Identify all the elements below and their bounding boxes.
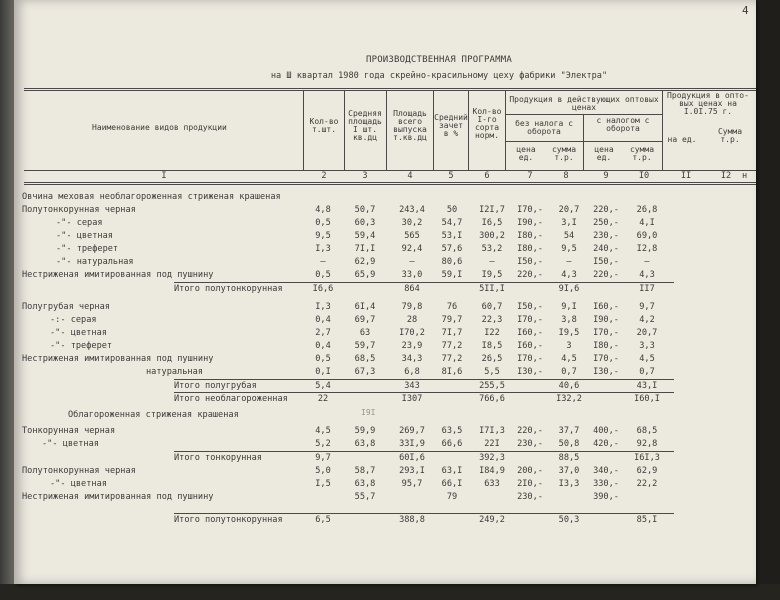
cell-s1: 9,5 [561,244,577,254]
row-name: -"- натуральная [56,257,134,267]
cell-qty: 22 [317,394,329,404]
subgroup-rule [506,141,662,142]
row-name: Полутонкорунная черная [22,205,136,215]
col-sep [303,91,304,171]
subtotal-rule [174,282,674,283]
header-sum-2a: сумма [629,145,655,154]
cell-p1: I70,- [517,205,543,215]
header-grade-3: в % [443,129,459,138]
header-sum-2b: т.р. [632,153,652,162]
cell-total: 269,7 [399,426,425,436]
column-number: 5 [448,171,454,181]
cell-total: 30,2 [401,218,423,228]
header-qty-1: Кол-во [309,117,339,126]
cell-s1: I3,3 [558,479,580,489]
column-number: 2 [321,171,327,181]
cell-area: 58,7 [354,466,376,476]
column-number: 7 [527,171,533,181]
cell-s1: 9,I [561,302,577,312]
cell-area: 6I,4 [354,302,376,312]
header-price-1b: ед. [518,153,534,162]
cell-s1: – [566,257,572,267]
row-name: Нестриженая имитированная под пушнину [22,270,214,280]
row-name: Тонкорунная черная [22,426,116,436]
cell-s1: 37,7 [558,426,580,436]
cell-s2: 4,2 [639,315,655,325]
cell-first: I84,9 [479,466,505,476]
cell-total: I70,2 [399,328,425,338]
cell-area: 59,7 [354,341,376,351]
row-name: натуральная [146,367,203,377]
cell-s1: 50,8 [558,439,580,449]
cell-s2: 62,9 [636,466,658,476]
cell-first: 255,5 [479,381,505,391]
row-name: -"- цветная [42,439,99,449]
header-no-tax-2: оборота [527,127,561,136]
cell-s2: 4,I [639,218,655,228]
header-price-2b: ед. [596,153,612,162]
cell-total: – [409,257,415,267]
cell-qty: 5,4 [315,381,331,391]
cell-p2: I30,- [593,367,619,377]
row-name: Нестриженая имитированная под пушнину [22,492,214,502]
cell-p2: 390,- [593,492,619,502]
cell-first: – [489,257,495,267]
cell-first: 392,3 [479,453,505,463]
cell-first: 22,3 [481,315,503,325]
cell-grade: 77,2 [441,354,463,364]
cell-p2: I60,- [593,302,619,312]
cell-p2: 220,- [593,205,619,215]
header-1975-1: Продукция в опто- [667,91,749,100]
header-first-1: Кол-во [472,107,502,116]
cell-p2: 250,- [593,218,619,228]
row-name: Итого необлагороженная [174,394,288,404]
header-total-1: Площадь [393,109,427,118]
cell-total: 34,3 [401,354,423,364]
header-grade-1: Средний [434,113,468,122]
col-sep [583,115,584,171]
cell-area: 63,8 [354,439,376,449]
col-sep [505,91,506,171]
cell-qty: 2,7 [315,328,331,338]
header-first-2: I-го [477,115,497,124]
cell-grade: 79 [446,492,458,502]
cell-qty: 0,5 [315,218,331,228]
header-price-1a: цена [516,145,536,154]
cell-s2: 9,7 [639,302,655,312]
cell-total: 79,8 [401,302,423,312]
cell-total: 343 [404,381,420,391]
cell-p1: 2I0,- [517,479,543,489]
cell-qty: 5,2 [315,439,331,449]
stray-mark: I9I [361,408,376,417]
cell-total: 95,7 [401,479,423,489]
cell-total: 864 [404,284,420,294]
cell-qty: 0,5 [315,270,331,280]
cell-first: 53,2 [481,244,503,254]
row-name: -"- цветная [50,328,107,338]
header-with-tax-1: с налогом с [596,116,650,125]
cell-first: 22I [484,439,500,449]
cell-s2: II7 [639,284,655,294]
cell-s2: 20,7 [636,328,658,338]
cell-first: 26,5 [481,354,503,364]
cell-s2: 0,7 [639,367,655,377]
header-with-tax-2: оборота [606,124,640,133]
row-name: -"- цветная [56,231,113,241]
cell-s2: 22,2 [636,479,658,489]
cell-s2: I6I,3 [634,453,660,463]
cell-grade: 53,I [441,231,463,241]
cell-s1: 3,8 [561,315,577,325]
bottom-shadow [0,584,780,600]
row-name: -"- цветная [50,479,107,489]
row-name: Нестриженая имитированная под пушнину [22,354,214,364]
cell-first: 249,2 [479,515,505,525]
cell-qty: 4,8 [315,205,331,215]
cell-p2: I80,- [593,341,619,351]
cell-p1: 200,- [517,466,543,476]
col-sep [386,91,387,171]
cell-s1: 20,7 [558,205,580,215]
header-area-3: I шт. [352,125,378,134]
cell-qty: 5,0 [315,466,331,476]
cell-p1: 220,- [517,270,543,280]
cell-area: 50,7 [354,205,376,215]
cell-s1: 0,7 [561,367,577,377]
cell-p2: I70,- [593,354,619,364]
cell-area: 63,8 [354,479,376,489]
cell-p1: I80,- [517,231,543,241]
cell-grade: 66,I [441,479,463,489]
subtotal-rule [174,513,674,514]
cell-qty: I,5 [315,479,331,489]
cell-s2: I2,8 [636,244,658,254]
cell-qty: 0,4 [315,315,331,325]
row-name: Итого полутонкорунная [174,515,283,525]
cell-grade: 8I,6 [441,367,463,377]
cell-first: 5,5 [484,367,500,377]
cell-s1: 9I,6 [558,284,580,294]
cell-area: 7I,I [354,244,376,254]
cell-p2: 400,- [593,426,619,436]
row-name: -"- серая [56,218,103,228]
page-title: ПРОИЗВОДСТВЕННАЯ ПРОГРАММА [365,55,513,65]
header-1975-3: I.0I.75 г. [683,107,733,116]
cell-s2: 4,3 [639,270,655,280]
header-grade-2: зачет [438,121,464,130]
row-name: Полутонкорунная черная [22,466,136,476]
cell-grade: 80,6 [441,257,463,267]
cell-p1: I60,- [517,328,543,338]
cell-area: 65,9 [354,270,376,280]
header-area-1: Средняя [348,109,382,118]
row-name: Итого тонкорунная [174,453,262,463]
cell-s2: 4,5 [639,354,655,364]
cell-total: 92,4 [401,244,423,254]
cell-qty: 9,5 [315,231,331,241]
column-number: 8 [563,171,569,181]
cell-s1: 88,5 [558,453,580,463]
header-price-2a: цена [594,145,614,154]
cell-qty: 9,7 [315,453,331,463]
cell-p1: I60,- [517,341,543,351]
header-group-current-1: Продукция в действующих оптовых [509,95,659,104]
cell-first: I7I,3 [479,426,505,436]
cell-s2: 69,0 [636,231,658,241]
header-sum-1975-1: Сумма [717,127,743,136]
cell-qty: 4,5 [315,426,331,436]
cell-s1: 37,0 [558,466,580,476]
cell-p2: 230,- [593,231,619,241]
cell-s1: 54 [563,231,575,241]
cell-qty: 0,I [315,367,331,377]
cell-p2: I70,- [593,328,619,338]
cell-grade: 77,2 [441,341,463,351]
cell-p2: 330,- [593,479,619,489]
header-sum-1b: т.р. [554,153,574,162]
cell-total: I307 [401,394,423,404]
cell-first: I2I,7 [479,205,505,215]
cell-first: 633 [484,479,500,489]
cell-p1: I90,- [517,218,543,228]
cell-qty: I6,6 [312,284,334,294]
header-group-current-2: ценах [571,103,597,112]
column-number: II [680,171,692,181]
cell-p2: I50,- [593,257,619,267]
cell-p2: 220,- [593,270,619,280]
header-per-unit: на ед. [667,135,697,144]
column-number: I2 [720,171,732,181]
cell-s1: I32,2 [556,394,582,404]
cell-total: 293,I [399,466,425,476]
column-number: 4 [407,171,413,181]
cell-p1: I80,- [517,244,543,254]
cell-grade: 63,I [441,466,463,476]
cell-grade: 63,5 [441,426,463,436]
subtotal-rule [174,451,674,452]
cell-s2: 43,I [636,381,658,391]
cell-s2: 3,3 [639,341,655,351]
cell-first: I9,5 [481,270,503,280]
header-area-4: кв.дц [352,133,378,142]
cell-qty: – [320,257,326,267]
cell-p1: I50,- [517,302,543,312]
header-top-rule [24,88,756,91]
cell-area: 62,9 [354,257,376,267]
cell-grade: 7I,7 [441,328,463,338]
cell-first: 5II,I [479,284,505,294]
cell-total: 28 [406,315,418,325]
cell-area: 67,3 [354,367,376,377]
cell-area: 59,9 [354,426,376,436]
col-sep [468,91,469,171]
cell-p1: 230,- [517,439,543,449]
col-sep [433,91,434,171]
row-name: -:- серая [50,315,97,325]
cell-p1: 220,- [517,426,543,436]
cell-s2: – [644,257,650,267]
cell-qty: 6,5 [315,515,331,525]
right-edge-mark: н [742,171,748,181]
cell-grade: 57,6 [441,244,463,254]
header-name: Наименование видов продукции [92,123,227,132]
cell-first: I22 [484,328,500,338]
column-number: 6 [484,171,490,181]
cell-qty: I,3 [315,302,331,312]
cell-s1: I9,5 [558,328,580,338]
cell-area: 55,7 [354,492,376,502]
cell-p1: I70,- [517,315,543,325]
row-name: -"- треферет [56,244,119,254]
cell-s1: 40,6 [558,381,580,391]
cell-total: 6,8 [404,367,420,377]
cell-first: I6,5 [481,218,503,228]
page-number: 4 [742,4,749,17]
cell-first: 300,2 [479,231,505,241]
cell-grade: 50 [446,205,458,215]
cell-area: 63 [359,328,371,338]
cell-total: 23,9 [401,341,423,351]
cell-p2: 340,- [593,466,619,476]
cell-total: 60I,6 [399,453,425,463]
col-sep [662,91,663,171]
header-no-tax-1: без налога с [515,119,573,128]
cell-first: 60,7 [481,302,503,312]
cell-first: I8,5 [481,341,503,351]
header-total-2: всего [397,117,423,126]
cell-p1: I50,- [517,257,543,267]
header-first-4: норм. [474,131,500,140]
cell-grade: 79,7 [441,315,463,325]
cell-grade: 76 [446,302,458,312]
cell-s2: 68,5 [636,426,658,436]
column-number: I [161,171,167,181]
cell-grade: 66,6 [441,439,463,449]
header-qty-2: т.шт. [311,125,337,134]
row-name: Итого полугрубая [174,381,257,391]
cell-p2: 240,- [593,244,619,254]
cell-area: 60,3 [354,218,376,228]
cell-s2: 26,8 [636,205,658,215]
cell-total: 243,4 [399,205,425,215]
group-rule [506,114,662,115]
header-total-4: т.кв.дц [393,133,427,142]
cell-p1: I30,- [517,367,543,377]
cell-grade: 59,I [441,270,463,280]
cell-p2: 420,- [593,439,619,449]
cell-p2: I90,- [593,315,619,325]
cell-s2: I60,I [634,394,660,404]
cell-s1: 4,3 [561,270,577,280]
header-total-3: выпуска [393,125,427,134]
cell-area: 59,4 [354,231,376,241]
row-name: Овчина меховая необлагороженная стриженая крашеная [22,192,281,202]
cell-total: 33I,9 [399,439,425,449]
header-sum-1975-2: т.р. [720,135,740,144]
cell-total: 388,8 [399,515,425,525]
cell-qty: I,3 [315,244,331,254]
cell-s1: 50,3 [558,515,580,525]
row-name: -"- треферет [50,341,113,351]
right-shadow [756,0,780,600]
header-area-2: площадь [348,117,382,126]
column-number: 3 [362,171,368,181]
cell-s1: 4,5 [561,354,577,364]
cell-s1: 3,I [561,218,577,228]
document-page [14,0,756,584]
col-sep [344,91,345,171]
column-number: I0 [638,171,650,181]
cell-area: 68,5 [354,354,376,364]
cell-s2: 85,I [636,515,658,525]
subtotal-rule [174,392,674,393]
header-1975-2: вых ценах на [679,99,737,108]
header-sum-1a: сумма [551,145,577,154]
header-first-3: сорта [474,123,500,132]
cell-first: 766,6 [479,394,505,404]
cell-area: 69,7 [354,315,376,325]
column-number-rule [24,182,756,185]
page-subtitle: на Ш квартал 1980 года скрейно-красильному цеху фабрики "Электра" [270,71,608,81]
cell-total: 565 [404,231,420,241]
cell-qty: 0,4 [315,341,331,351]
row-name: Полугрубая черная [22,302,110,312]
cell-qty: 0,5 [315,354,331,364]
subtotal-rule [174,379,674,380]
cell-p1: I70,- [517,354,543,364]
cell-grade: 54,7 [441,218,463,228]
row-name: Облагороженная стриженая крашеная [68,410,239,420]
cell-p1: 230,- [517,492,543,502]
cell-s2: 92,8 [636,439,658,449]
column-number: 9 [603,171,609,181]
cell-total: 33,0 [401,270,423,280]
cell-s1: 3 [566,341,572,351]
row-name: Итого полутонкорунная [174,284,283,294]
